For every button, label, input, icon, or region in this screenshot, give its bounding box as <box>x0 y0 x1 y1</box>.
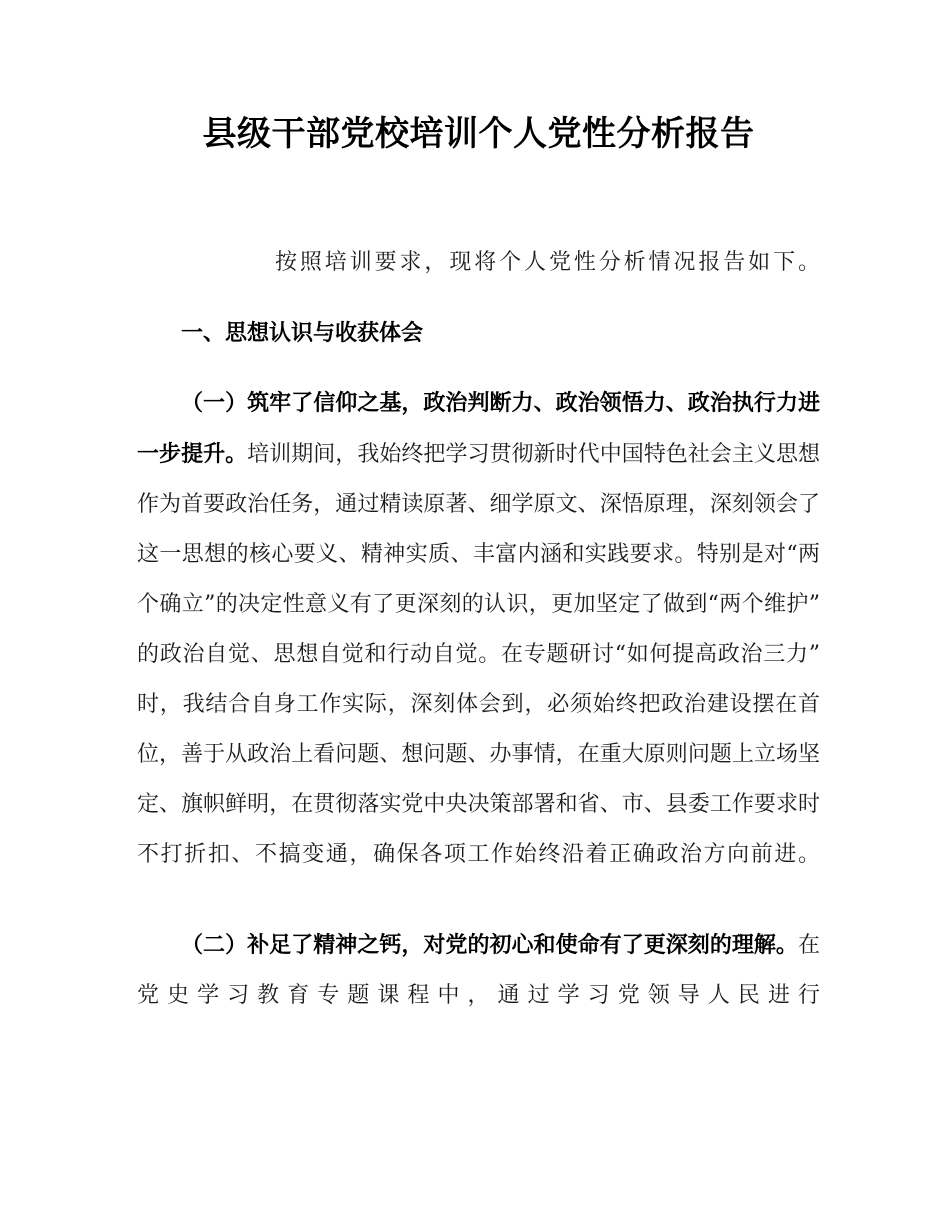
subsection-lead-1: （一）筑牢了信仰之基，政治判断力、政治领悟力、政治执行力进一步提升。 <box>137 390 820 467</box>
page-title: 县级干部党校培训个人党性分析报告 <box>202 114 755 154</box>
subsection-paragraph-1 <box>137 358 820 880</box>
subsection-body-2: 在党史学习教育专题课程中，通过学习党领导人民进行 <box>137 933 820 1009</box>
document-body <box>137 0 820 1021</box>
subsection-body-1: 培训期间，我始终把学习贯彻新时代中国特色社会主义思想作为首要政治任务，通过精读原著、细学原文、深悟原理，深刻领会了这一思想的核心要义、精神实质、丰富内涵和实践要求。特别是对“两个确立”的决定性意义有了更深刻的认识，更加坚定了做到“两个维护”的政治自觉、思想自觉和行动自觉。在专题研讨“如何提高政治三力”时，我结合自身工作实际，深刻体会到，必须始终把政治建设摆在首位，善于从政治上看问题、想问题、办事情，在重大原则问题上立场坚定、旗帜鲜明，在贯彻落实党中央决策部署和省、市、县委工作要求时不打折扣、不搞变通，确保各项工作始终沿着正确政治方向前进。 <box>137 442 820 868</box>
section-heading-1: 一、思想认识与收获体会 <box>181 320 424 346</box>
subsection-paragraph-2 <box>137 880 820 1021</box>
subsection-lead-2: （二）补足了精神之钙，对党的初心和使命有了更深刻的理解。 <box>181 932 798 958</box>
intro-paragraph: 按照培训要求，现将个人党性分析情况报告如下。 <box>275 250 820 276</box>
